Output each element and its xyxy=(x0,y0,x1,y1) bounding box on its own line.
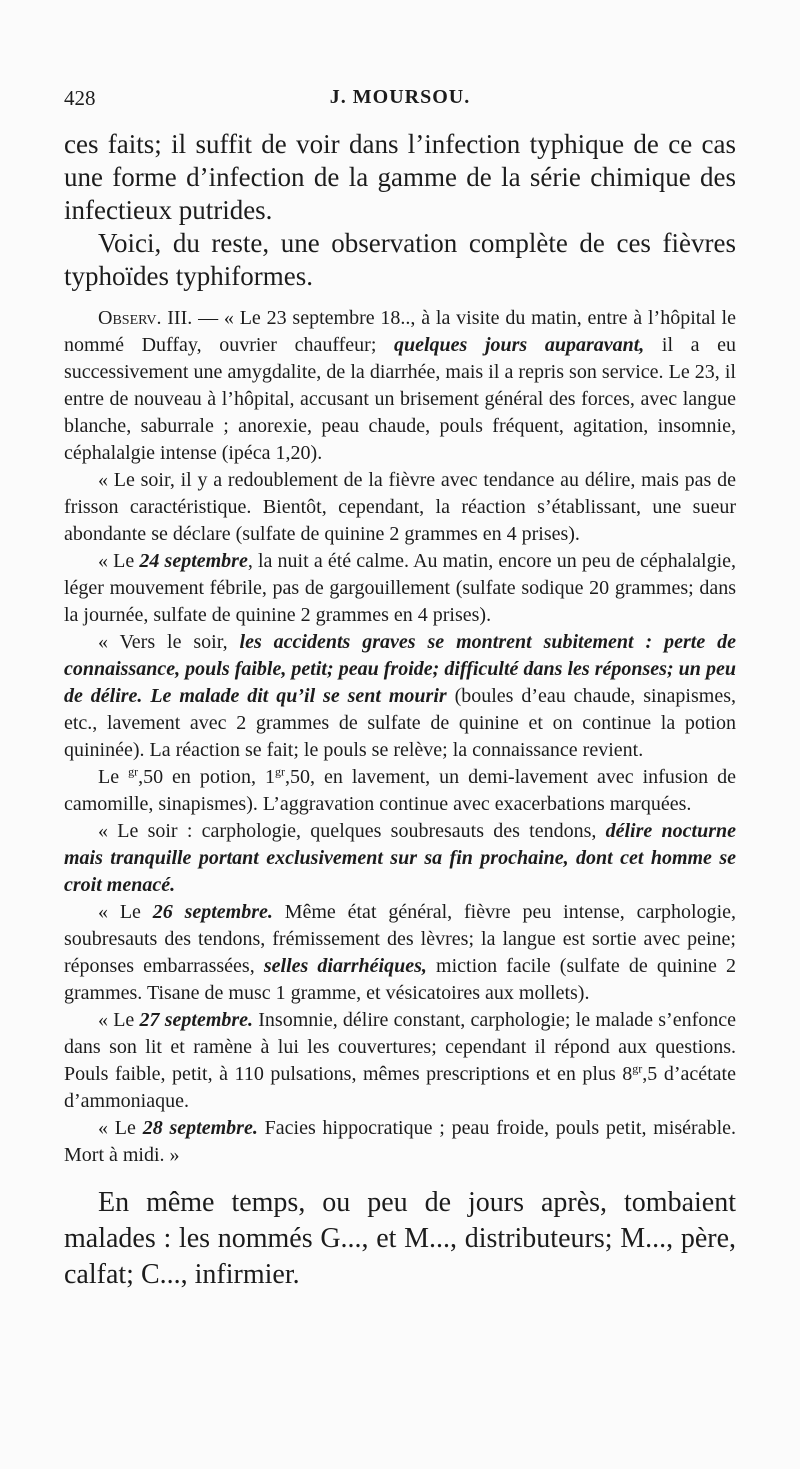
text-run: « Le xyxy=(98,901,153,923)
observation-paragraph-3 xyxy=(64,548,736,629)
unit-superscript: gr xyxy=(128,764,139,779)
emphasis-run: selles diarrhéiques, xyxy=(263,955,427,977)
emphasis-run: 27 septembre. xyxy=(139,1009,254,1031)
intro-paragraph-1: ces faits; il suffit de voir dans l’infection typhique de ce cas une forme d’infection de la gamme de la série chimique des infectieux putrides. xyxy=(64,129,736,225)
text-run: Même état général, fièvre peu intense, carphologie, soubresauts des tendons, frémissement des lèvres; la langue est sortie avec peine; réponses embarrassées, xyxy=(64,901,737,977)
text-run: il a eu successivement une amygdalite, de la diarrhée, mais il a repris son service. Le 23, il entre de nouveau à l’hôpital, accusant un brisement général des forces, avec langue blanche, saburrale ; anorexie, peau chaude, pouls fréquent, agitation, insomnie, céphalalgie intense (ipéca 1,20). xyxy=(64,334,736,464)
text-run: « Le soir : carphologie, quelques soubresauts des tendons, xyxy=(98,820,606,842)
page-header xyxy=(64,86,736,116)
text-run: (boules d’eau chaude, sinapismes, etc., lavement avec 2 grammes de sulfate de quinine et on continue la potion quininée). La réaction se fait; le pouls se relève; la connaissance revient. xyxy=(64,685,736,761)
observation-label: Observ. III. xyxy=(98,307,193,329)
emphasis-run: quelques jours auparavant, xyxy=(394,334,645,356)
observation-paragraph-8 xyxy=(64,1007,736,1115)
text-run: « Le xyxy=(98,1117,143,1139)
emphasis-run: 26 septembre. xyxy=(152,901,273,923)
running-head: J. MOURSOU. xyxy=(329,86,471,108)
text-run: miction facile (sulfate de quinine 2 grammes. Tisane de musc 1 gramme, et vésicatoires aux mollets). xyxy=(64,955,736,1004)
observation-paragraph-1 xyxy=(64,305,736,467)
emphasis-run: les accidents graves se montrent subitement : perte de connaissance, pouls faible, petit; peau froide; difficulté dans les réponses; un peu de délire. Le malade dit qu’il se sent mourir xyxy=(64,631,736,707)
unit-superscript: gr xyxy=(275,764,285,779)
text-run: — « Le 23 septembre 18.., à la visite du matin, entre à l’hôpital le nommé Duffay, ouvrier chauffeur; xyxy=(64,307,736,356)
observation-paragraph-9 xyxy=(64,1115,736,1169)
unit-superscript: gr xyxy=(632,1061,643,1076)
emphasis-run: délire nocturne mais tranquille portant exclusivement sur sa fin prochaine, dont cet homme se croit menacé. xyxy=(64,820,736,896)
closing-paragraph: En même temps, ou peu de jours après, tombaient malades : les nommés G..., et M..., distributeurs; M..., père, calfat; C..., infirmier. xyxy=(64,1187,736,1290)
text-run: Insomnie, délire constant, carphologie; le malade s’enfonce dans son lit et ramène à lui les couvertures; cependant il répond aux questions. Pouls faible, petit, à 110 pulsations, mêmes prescriptions et en plus 8 xyxy=(64,1009,737,1085)
text-run: « Le xyxy=(98,1009,140,1031)
text-run: Facies hippocratique ; peau froide, pouls petit, misérable. Mort à midi. » xyxy=(64,1117,737,1166)
text-run: ,5 d’acétate d’ammoniaque. xyxy=(64,1063,736,1112)
observation-paragraph-4 xyxy=(64,629,736,764)
observation-paragraph-2: « Le soir, il y a redoublement de la fièvre avec tendance au délire, mais pas de frisson caractéristique. Bientôt, cependant, la réaction s’établissant, une sueur abondante se déclare (sulfate de quinine 2 grammes en 4 prises). xyxy=(64,469,736,545)
text-run: ,50, en lavement, un demi-lavement avec infusion de camomille, sinapismes). L’aggravation continue avec exacerbations marquées. xyxy=(64,766,737,815)
emphasis-run: 24 septembre xyxy=(139,550,248,572)
observation-paragraph-6 xyxy=(64,818,736,899)
page-number: 428 xyxy=(64,86,96,110)
text-run: Le xyxy=(98,766,129,788)
observation-block xyxy=(64,305,736,1169)
text-run: « Le xyxy=(98,550,140,572)
emphasis-run: 28 septembre. xyxy=(142,1117,258,1139)
observation-paragraph-5 xyxy=(64,764,736,818)
intro-paragraph-2: Voici, du reste, une observation complète de ces fièvres typhoïdes typhiformes. xyxy=(64,228,736,291)
text-run: ,50 en potion, 1 xyxy=(138,766,275,788)
text-run: , la nuit a été calme. Au matin, encore un peu de céphalalgie, léger mouvement fébrile, pas de gargouillement (sulfate sodique 20 grammes; dans la journée, sulfate de quinine 2 grammes en 4 prises). xyxy=(64,550,737,626)
text-run: « Vers le soir, xyxy=(98,631,240,653)
page-body xyxy=(64,128,736,1293)
observation-paragraph-7 xyxy=(64,899,736,1007)
